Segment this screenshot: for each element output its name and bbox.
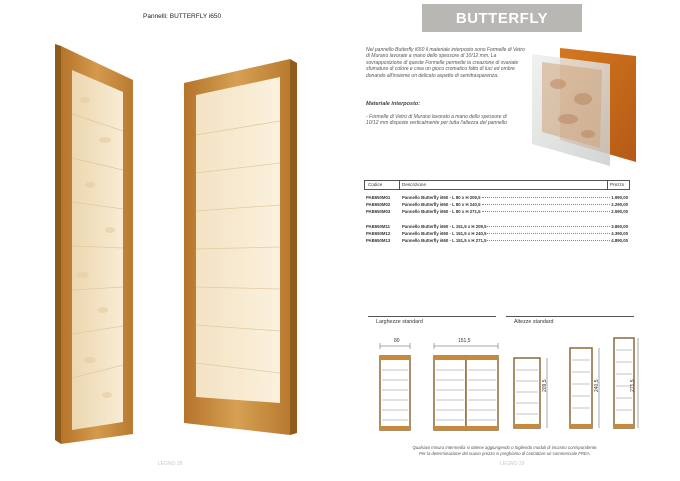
product-description: Nel pannello Butterfly i650 il materiale interposto sono Formelle di Vetro di Murano lavorate a mano dello spessore di 10/12 mm. La sovrapposizione di queste Formelle permette la creazione di svariate sfumature di colore e crea un gioco cromatico fatto di luci ed ombre donando all'insieme un delicato aspetto di semitrasparenza.	[366, 47, 525, 79]
col-code: Codice	[368, 182, 383, 187]
table-row: PAB650M02 Pannello Butterfly i650 - L 80 x H 240,5 2.290,00	[366, 202, 628, 207]
material-title: Materiale interposto:	[366, 101, 421, 107]
heights-title: Altezze standard	[514, 319, 554, 325]
heights-diagram	[510, 334, 640, 434]
widths-title: Larghezze standard	[376, 319, 423, 325]
dim-label-209: 209,5	[542, 379, 548, 392]
dim-label-271: 271,5	[630, 379, 636, 392]
table-row: PAB650M11 Pannello Butterfly i650 - L 151,5 x H 209,5 3.860,00	[366, 224, 628, 229]
widths-diagram	[372, 338, 508, 434]
dim-label-151: 151,5	[458, 338, 471, 344]
col-description: Descrizione	[402, 182, 426, 187]
panel-layers-illustration	[528, 44, 640, 166]
table-row: PAB650M03 Pannello Butterfly i650 - L 80 x H 271,5 2.590,00	[366, 209, 628, 214]
table-row: PAB650M13 Pannello Butterfly i650 - L 151,5 x H 271,5 4.890,00	[366, 238, 628, 243]
page-number-left: LEGNO 28	[158, 461, 183, 467]
table-row: PAB650M12 Pannello Butterfly i650 - L 151,5 x H 240,5 4.390,00	[366, 231, 628, 236]
dim-label-240: 240,5	[594, 379, 600, 392]
page-number-right: LEGNO 29	[500, 461, 525, 467]
price-table-header	[364, 180, 630, 190]
dim-label-80: 80	[394, 338, 400, 344]
footnote	[380, 445, 630, 456]
footnote-line-1: Qualsiasi misura intermedia si ottiene aggiungendo o togliendo moduli di incastro corrispondente.	[412, 445, 598, 450]
door-illustration-right	[180, 55, 300, 440]
door-illustration-left	[55, 40, 145, 450]
material-text: - Formelle di Vetro di Murano lavorato a mano dello spessore di 10/12 mm disposte verticalmente per tutta l'altezza del pannello	[366, 114, 507, 127]
page-header-left: Pannelli: BUTTERFLY i650	[143, 13, 222, 20]
footnote-line-2: Per la determinazione del nuovo prezzo si preghiamo di contattare un commerciale FREA.	[419, 450, 591, 456]
banner-title: BUTTERFLY	[422, 4, 582, 32]
col-price: Prezzo	[610, 182, 625, 187]
table-row: PAB650M01 Pannello Butterfly i650 - L 80 x H 209,5 1.990,00	[366, 195, 628, 200]
